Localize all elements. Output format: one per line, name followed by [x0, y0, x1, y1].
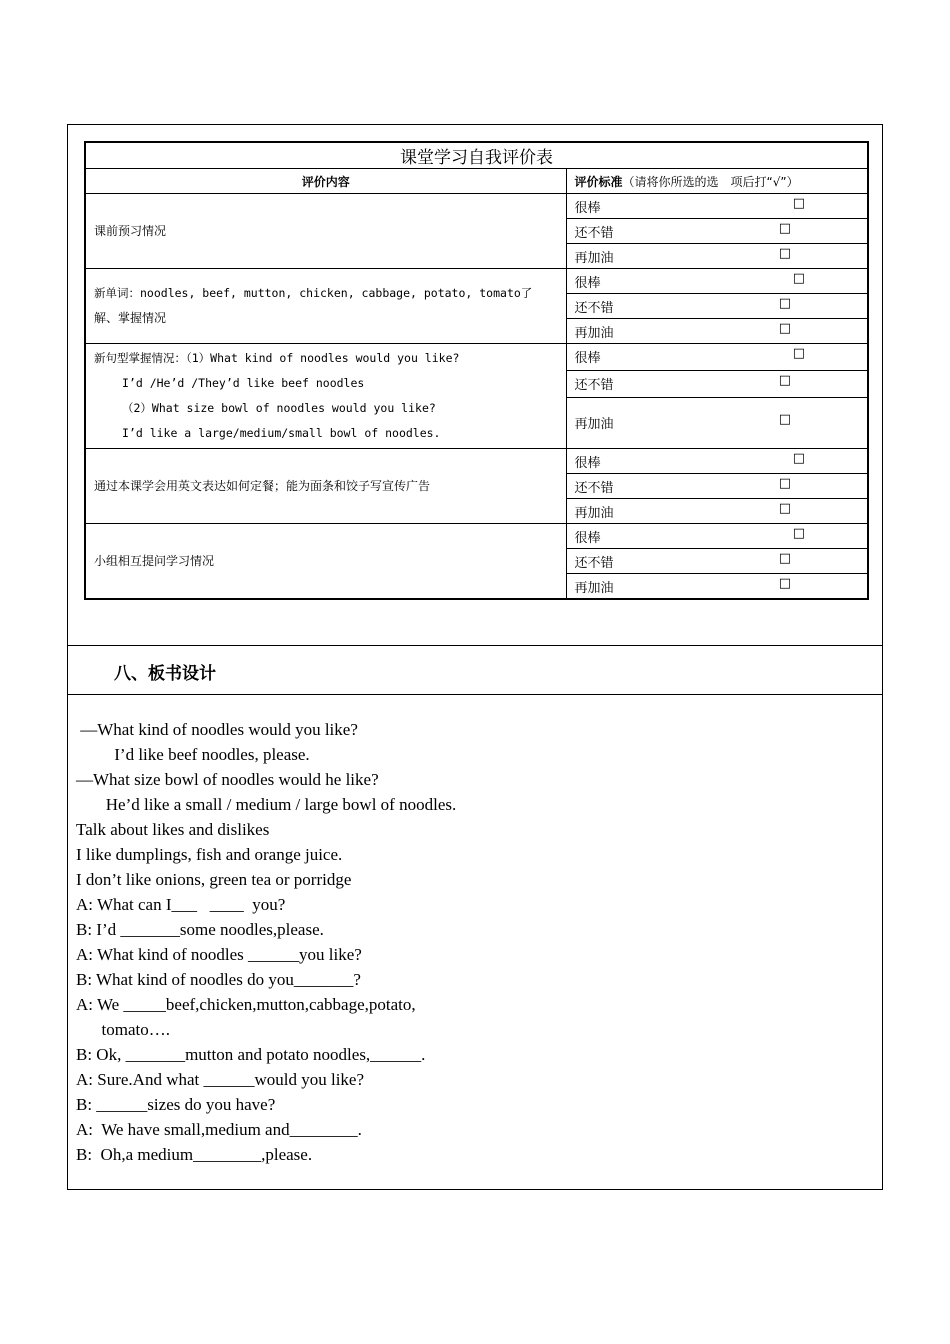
checkbox-icon[interactable]: □	[778, 550, 791, 566]
board-line: A: What kind of noodles ______you like?	[76, 945, 362, 964]
standard-option[interactable]	[566, 294, 868, 319]
blackboard-design	[76, 717, 456, 1167]
board-line: B: I’d _______some noodles,please.	[76, 920, 324, 939]
checkbox-icon[interactable]: □	[778, 320, 791, 336]
table-row-content	[85, 344, 566, 449]
checkbox-icon[interactable]: □	[792, 525, 805, 541]
table-row-content	[85, 449, 566, 524]
board-line: B: Ok, _______mutton and potato noodles,______.	[76, 1045, 426, 1064]
checkbox-icon[interactable]: □	[778, 412, 791, 428]
standard-option[interactable]	[566, 219, 868, 244]
level-label: 很棒	[574, 200, 601, 216]
standard-option[interactable]	[566, 499, 868, 524]
standard-option[interactable]	[566, 524, 868, 549]
board-line: A: Sure.And what ______would you like?	[76, 1070, 365, 1089]
row-content-line: （2）What size bowl of noodles would you like?	[122, 401, 436, 415]
section-title: 八、板书设计	[114, 664, 216, 684]
checkbox-icon[interactable]: □	[778, 500, 791, 516]
checkbox-icon[interactable]: □	[778, 475, 791, 491]
standard-option[interactable]	[566, 449, 868, 474]
standard-option[interactable]	[566, 344, 868, 371]
row-content-line: 解、掌握情况	[94, 311, 167, 325]
standard-option[interactable]	[566, 194, 868, 219]
level-label: 很棒	[574, 351, 601, 367]
header-content: 评价内容	[85, 169, 566, 194]
standard-option[interactable]	[566, 269, 868, 294]
row-content-line: 课前预习情况	[94, 223, 167, 238]
level-label: 再加油	[574, 417, 614, 433]
row-content-line: I’d like a large/medium/small bowl of noodles.	[122, 426, 441, 440]
row-content-line: 新单词：noodles, beef, mutton, chicken, cabbage, potato, tomato了	[94, 286, 533, 300]
board-line: Talk about likes and dislikes	[76, 820, 270, 839]
board-line: He’d like a small / medium / large bowl of noodles.	[76, 795, 457, 814]
board-line: A: We have small,medium and________.	[76, 1120, 362, 1139]
standard-option[interactable]	[566, 319, 868, 344]
standard-option[interactable]	[566, 474, 868, 499]
checkbox-icon[interactable]: □	[778, 295, 791, 311]
row-content-line: 通过本课学会用英文表达如何定餐；能为面条和饺子写宣传广告	[94, 478, 431, 493]
level-label: 还不错	[574, 555, 614, 571]
header-standard	[566, 169, 868, 194]
board-line: A: What can I___ ____ you?	[76, 895, 286, 914]
level-label: 还不错	[574, 480, 614, 496]
row-content-line: 新句型掌握情况：（1）What kind of noodles would you like?	[94, 351, 460, 365]
board-line: —What size bowl of noodles would he like?	[76, 770, 379, 789]
table-title: 课堂学习自我评价表	[85, 142, 868, 169]
checkbox-icon[interactable]: □	[778, 373, 791, 389]
standard-option[interactable]	[566, 574, 868, 600]
checkbox-icon[interactable]: □	[778, 575, 791, 591]
level-label: 还不错	[574, 378, 614, 394]
level-label: 很棒	[574, 530, 601, 546]
board-line: B: ______sizes do you have?	[76, 1095, 276, 1114]
level-label: 很棒	[574, 275, 601, 291]
board-line: I’d like beef noodles, please.	[76, 745, 310, 764]
table-row-content	[85, 269, 566, 344]
self-evaluation-table-wrapper	[84, 141, 867, 600]
board-line: B: What kind of noodles do you_______?	[76, 970, 361, 989]
standard-option[interactable]	[566, 370, 868, 397]
level-label: 再加油	[574, 580, 614, 596]
board-line: —What kind of noodles would you like?	[76, 720, 358, 739]
board-line: I don’t like onions, green tea or porridge	[76, 870, 352, 889]
level-label: 再加油	[574, 250, 614, 266]
board-line: tomato….	[76, 1020, 170, 1039]
checkbox-icon[interactable]: □	[778, 245, 791, 261]
standard-option[interactable]	[566, 244, 868, 269]
board-line: B: Oh,a medium________,please.	[76, 1145, 313, 1164]
row-content-line: 小组相互提问学习情况	[94, 553, 215, 568]
level-label: 还不错	[574, 300, 614, 316]
document-frame	[67, 124, 883, 1190]
standard-option[interactable]	[566, 549, 868, 574]
header-standard-label: 评价标准	[574, 174, 623, 189]
header-standard-note: （请将你所选的选 项后打“√”）	[622, 174, 799, 189]
table-row-content	[85, 524, 566, 600]
table-row-content	[85, 194, 566, 269]
level-label: 很棒	[574, 455, 601, 471]
row-content-line: I’d /He’d /They’d like beef noodles	[122, 376, 365, 390]
standard-option[interactable]	[566, 397, 868, 448]
checkbox-icon[interactable]: □	[792, 270, 805, 286]
checkbox-icon[interactable]: □	[792, 450, 805, 466]
checkbox-icon[interactable]: □	[778, 220, 791, 236]
checkbox-icon[interactable]: □	[792, 195, 805, 211]
level-label: 还不错	[574, 225, 614, 241]
level-label: 再加油	[574, 325, 614, 341]
section-divider-bottom	[68, 694, 882, 695]
checkbox-icon[interactable]: □	[792, 346, 805, 362]
board-line: A: We _____beef,chicken,mutton,cabbage,potato,	[76, 995, 416, 1014]
section-divider-top	[68, 645, 882, 646]
level-label: 再加油	[574, 505, 614, 521]
board-line: I like dumplings, fish and orange juice.	[76, 845, 343, 864]
self-evaluation-table	[84, 141, 869, 600]
